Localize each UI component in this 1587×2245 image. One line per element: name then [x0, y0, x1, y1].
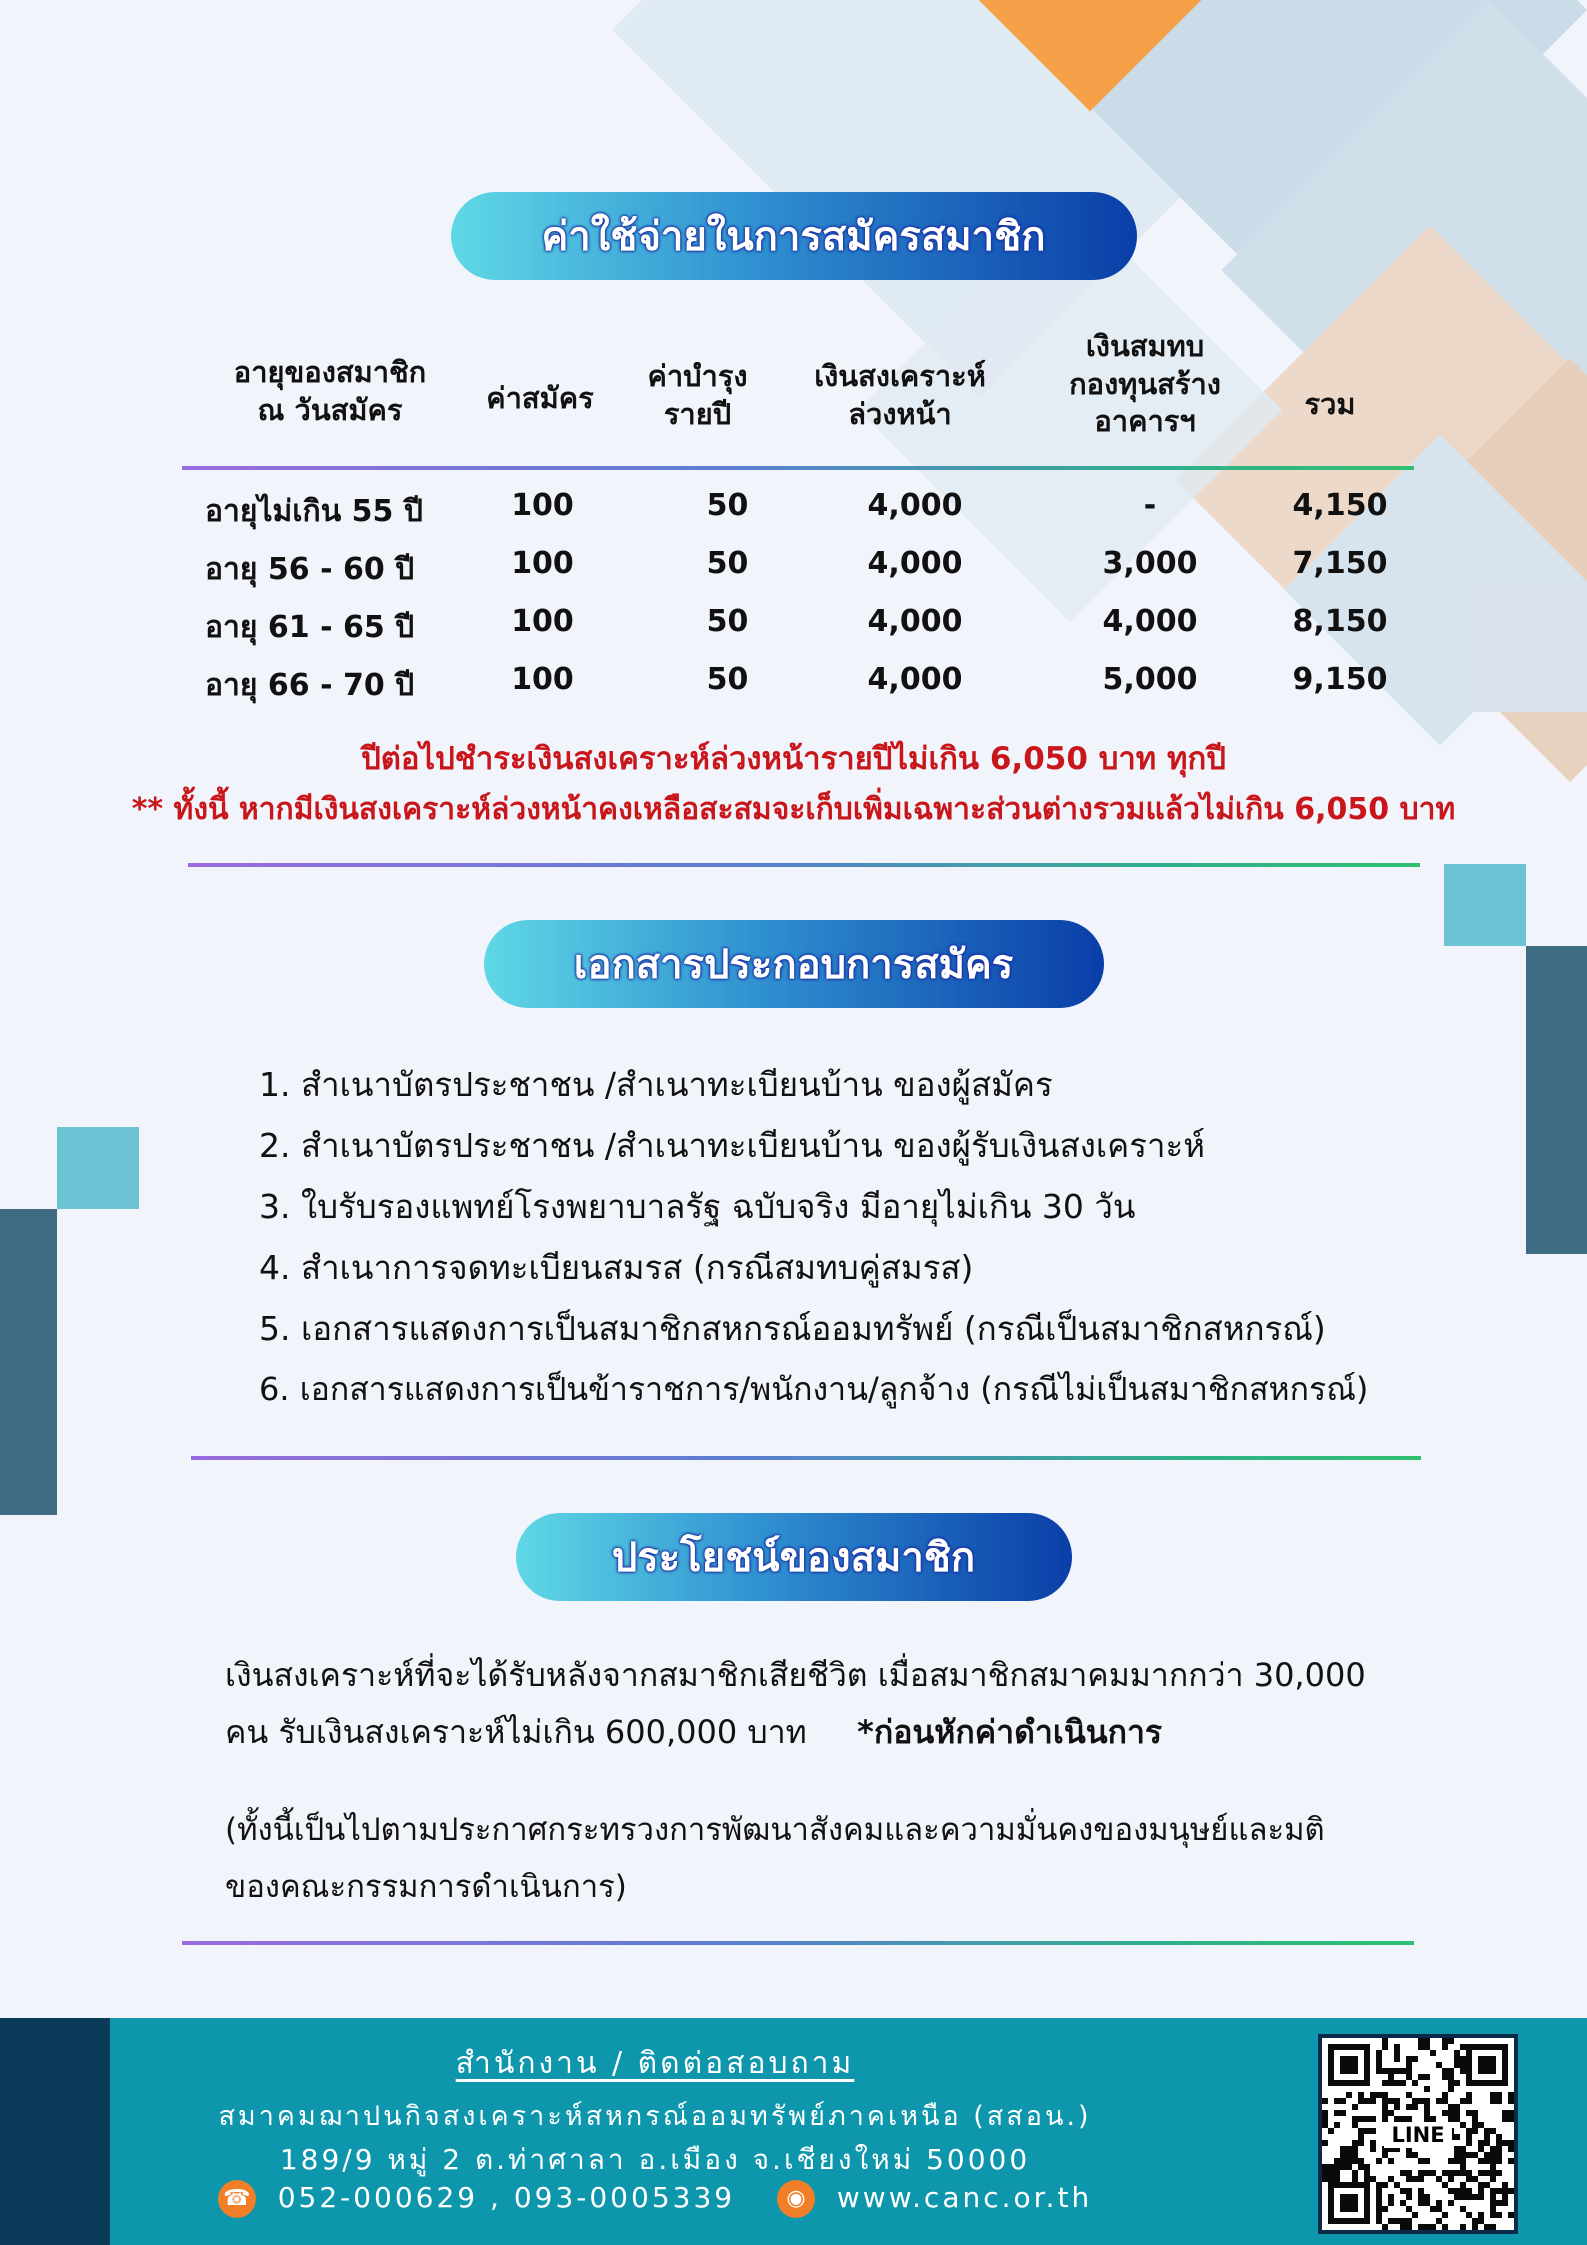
table-cell-advance: 4,000 [867, 546, 963, 581]
list-item: 4. สำเนาการจดทะเบียนสมรส (กรณีสมทบคู่สมรส) [259, 1248, 974, 1287]
section-divider-3 [182, 1941, 1414, 1945]
table-cell-building: 5,000 [1102, 662, 1198, 697]
footer-address: 189/9 หมู่ 2 ต.ท่าศาลา อ.เมือง จ.เชียงใหม่ 50000 [279, 2143, 1031, 2176]
table-cell-total: 7,150 [1292, 546, 1388, 581]
fee-note-accumulated: ** ทั้งนี้ หากมีเงินสงเคราะห์ล่วงหน้าคงเหลือสะสมจะเก็บเพิ่มเฉพาะส่วนต่างรวมแล้วไม่เกิน 6,050 บาท [131, 792, 1456, 827]
section-divider-1 [188, 863, 1420, 867]
header-annual-fee: ค่าบำรุง รายปี [647, 359, 748, 431]
table-cell-application: 100 [511, 546, 574, 581]
list-item: 1. สำเนาบัตรประชาชน /สำเนาทะเบียนบ้าน ของผู้สมัคร [259, 1065, 1053, 1104]
qr-code-image [1322, 2038, 1514, 2230]
table-cell-advance: 4,000 [867, 488, 963, 523]
list-item: 6. เอกสารแสดงการเป็นข้าราชการ/พนักงาน/ลูกจ้าง (กรณีไม่เป็นสมาชิกสหกรณ์) [259, 1370, 1369, 1408]
globe-icon: ◉ [777, 2180, 815, 2218]
line-qr-code[interactable] [1318, 2034, 1518, 2234]
header-advance: เงินสงเคราะห์ ล่วงหน้า [814, 359, 986, 431]
fees-section-title: ค่าใช้จ่ายในการสมัครสมาชิก [451, 192, 1137, 280]
table-cell-annual: 50 [706, 662, 749, 697]
table-cell-age: อายุไม่เกิน 55 ปี [205, 494, 423, 529]
table-cell-age: อายุ 66 - 70 ปี [205, 668, 415, 703]
header-building-fund: เงินสมทบ กองทุนสร้าง อาคารฯ [1069, 329, 1221, 439]
footer-phone[interactable]: 052-000629 , 093-0005339 [277, 2181, 736, 2214]
table-cell-building: 4,000 [1102, 604, 1198, 639]
table-cell-total: 8,150 [1292, 604, 1388, 639]
table-cell-annual: 50 [706, 488, 749, 523]
list-item: 3. ใบรับรองแพทย์โรงพยาบาลรัฐ ฉบับจริง มีอายุไม่เกิน 30 วัน [259, 1187, 1136, 1226]
benefit-deduction-note: *ก่อนหักค่าดำเนินการ [857, 1713, 1163, 1751]
header-application-fee: ค่าสมัคร [486, 381, 594, 415]
benefit-reference-line-1: (ทั้งนี้เป็นไปตามประกาศกระทรวงการพัฒนาสังคมและความมั่นคงของมนุษย์และมติ [225, 1812, 1325, 1848]
benefit-line-1: เงินสงเคราะห์ที่จะได้รับหลังจากสมาชิกเสียชีวิต เมื่อสมาชิกสมาคมมากกว่า 30,000 [225, 1656, 1366, 1694]
table-cell-advance: 4,000 [867, 604, 963, 639]
table-cell-annual: 50 [706, 546, 749, 581]
benefit-reference-line-2: ของคณะกรรมการดำเนินการ) [225, 1869, 627, 1905]
list-item: 2. สำเนาบัตรประชาชน /สำเนาทะเบียนบ้าน ของผู้รับเงินสงเคราะห์ [259, 1126, 1205, 1165]
benefits-section-title: ประโยชน์ของสมาชิก [516, 1513, 1072, 1601]
table-cell-building: - [1143, 488, 1157, 523]
fee-note-annual: ปีต่อไปชำระเงินสงเคราะห์ล่วงหน้ารายปีไม่เกิน 6,050 บาท ทุกปี [361, 741, 1226, 777]
table-cell-age: อายุ 61 - 65 ปี [205, 610, 415, 645]
footer-heading: สำนักงาน / ติดต่อสอบถาม [455, 2046, 855, 2081]
table-cell-age: อายุ 56 - 60 ปี [205, 552, 415, 587]
benefit-amount-text: คน รับเงินสงเคราะห์ไม่เกิน 600,000 บาท [225, 1713, 807, 1751]
footer-website[interactable]: www.canc.or.th [836, 2181, 1093, 2214]
header-age: อายุของสมาชิก ณ วันสมัคร [233, 355, 427, 427]
footer-contact-row [0, 2180, 1310, 2218]
table-cell-total: 9,150 [1292, 662, 1388, 697]
table-cell-application: 100 [511, 604, 574, 639]
table-cell-total: 4,150 [1292, 488, 1388, 523]
table-cell-building: 3,000 [1102, 546, 1198, 581]
footer-organization: สมาคมฌาปนกิจสงเคราะห์สหกรณ์ออมทรัพย์ภาคเหนือ (สสอน.) [218, 2101, 1092, 2132]
qr-line-label: LINE [1391, 2123, 1445, 2147]
table-cell-advance: 4,000 [867, 662, 963, 697]
table-cell-annual: 50 [706, 604, 749, 639]
list-item: 5. เอกสารแสดงการเป็นสมาชิกสหกรณ์ออมทรัพย์ (กรณีเป็นสมาชิกสหกรณ์) [259, 1309, 1326, 1348]
phone-icon: ☎ [218, 2180, 256, 2218]
documents-section-title: เอกสารประกอบการสมัคร [484, 920, 1104, 1008]
header-total: รวม [1304, 387, 1356, 421]
benefit-line-2 [225, 1707, 1162, 1758]
table-cell-application: 100 [511, 488, 574, 523]
table-cell-application: 100 [511, 662, 574, 697]
section-divider-2 [191, 1456, 1421, 1460]
table-header-divider [182, 466, 1414, 470]
